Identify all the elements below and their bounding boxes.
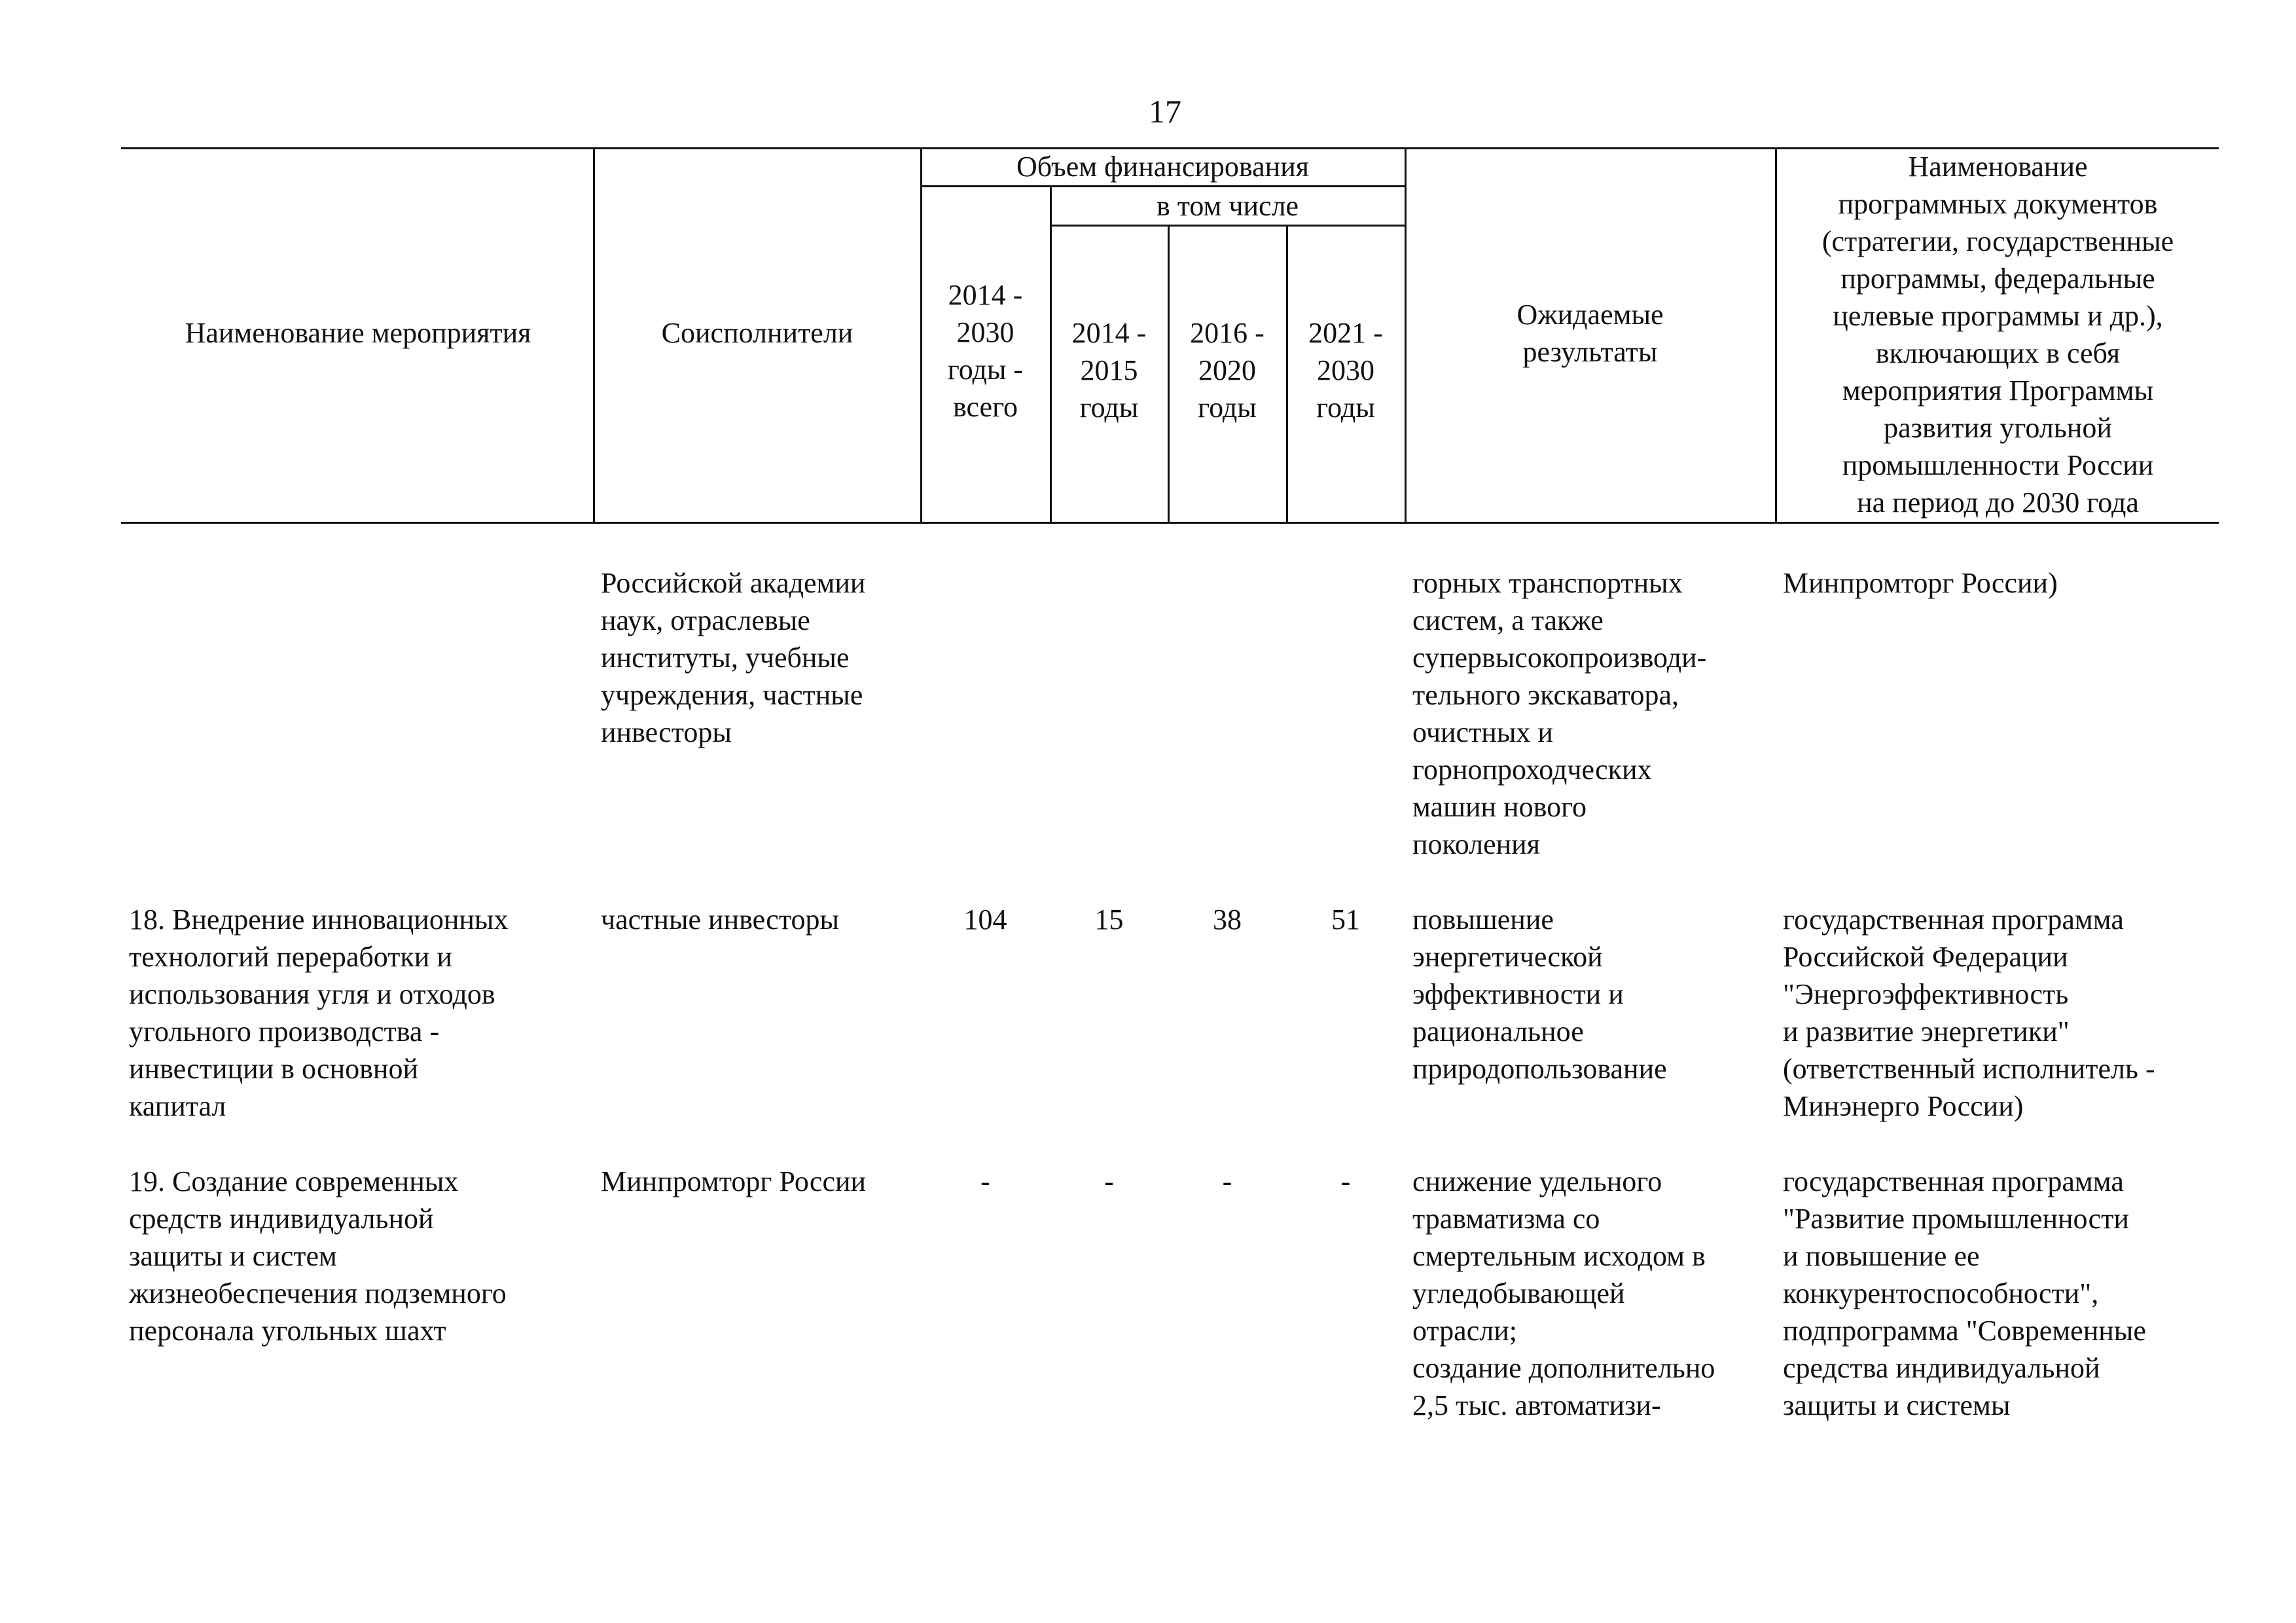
header-coexecutors: Соисполнители (661, 317, 853, 349)
cell-p1: 15 (1094, 903, 1124, 936)
cell-p2: - (1222, 1165, 1232, 1197)
cell-total: 104 (963, 903, 1007, 936)
cell-documents: Минпромторг России) (1783, 567, 2058, 599)
cell-results: снижение удельного травматизма со смертельным исходом в угледобывающей отрасли; создание дополнительно 2,5 тыс. автоматизи- (1412, 1165, 1715, 1421)
header-bottom-rule (121, 522, 2219, 524)
cell-p1: - (1104, 1165, 1114, 1197)
cell-results: горных транспортных систем, а также супервысокопроизводи- тельного экскаватора, очистных и горнопроходческих машин нового поколения (1412, 567, 1707, 860)
cell-p2: 38 (1213, 903, 1242, 936)
cell-event: 18. Внедрение инновационных технологий переработки и использования угля и отходов угольного производства - инвестиции в основной капитал (129, 903, 509, 1122)
cell-results: повышение энергетической эффективности и рациональное природопользование (1412, 903, 1667, 1085)
header-including: в том числе (1156, 190, 1299, 222)
cell-total: - (980, 1165, 990, 1197)
cell-coexecutors: Российской академии наук, отраслевые институты, учебные учреждения, частные инвесторы (601, 567, 866, 748)
header-documents: Наименование программных документов (стратегии, государственные программы, федеральные целевые программы и др.), включающих в себя мероприятия Программы развития угольной промышленности России на период до 2030 года (1821, 151, 2174, 519)
header-event: Наименование мероприятия (185, 317, 531, 349)
cell-p3: - (1340, 1165, 1351, 1197)
including-group-rule (1050, 225, 1405, 227)
cell-documents: государственная программа Российской Федерации "Энергоэффективность и развитие энергетики" (ответственный исполнитель - Минэнерго России) (1783, 903, 2155, 1122)
header-total: 2014 - 2030 годы - всего (947, 279, 1024, 423)
header-results: Ожидаемые результаты (1516, 299, 1664, 368)
cell-coexecutors: частные инвесторы (601, 903, 840, 936)
cell-documents: государственная программа "Развитие промышленности и повышение ее конкурентоспособности", подпрограмма "Современные средства индивидуальной защиты и системы (1783, 1165, 2146, 1421)
header-funding-group: Объем финансирования (1016, 151, 1309, 183)
cell-event: 19. Создание современных средств индивидуальной защиты и систем жизнеобеспечения подземного персонала угольных шахт (129, 1165, 507, 1347)
cell-p3: 51 (1331, 903, 1360, 936)
header-period-2021-2030: 2021 - 2030 годы (1308, 317, 1383, 424)
page-number: 17 (1149, 93, 1181, 130)
header-period-2016-2020: 2016 - 2020 годы (1190, 317, 1265, 424)
col-divider-1 (593, 147, 595, 524)
header-period-2014-2015: 2014 - 2015 годы (1071, 317, 1147, 424)
cell-coexecutors: Минпромторг России (601, 1165, 867, 1197)
